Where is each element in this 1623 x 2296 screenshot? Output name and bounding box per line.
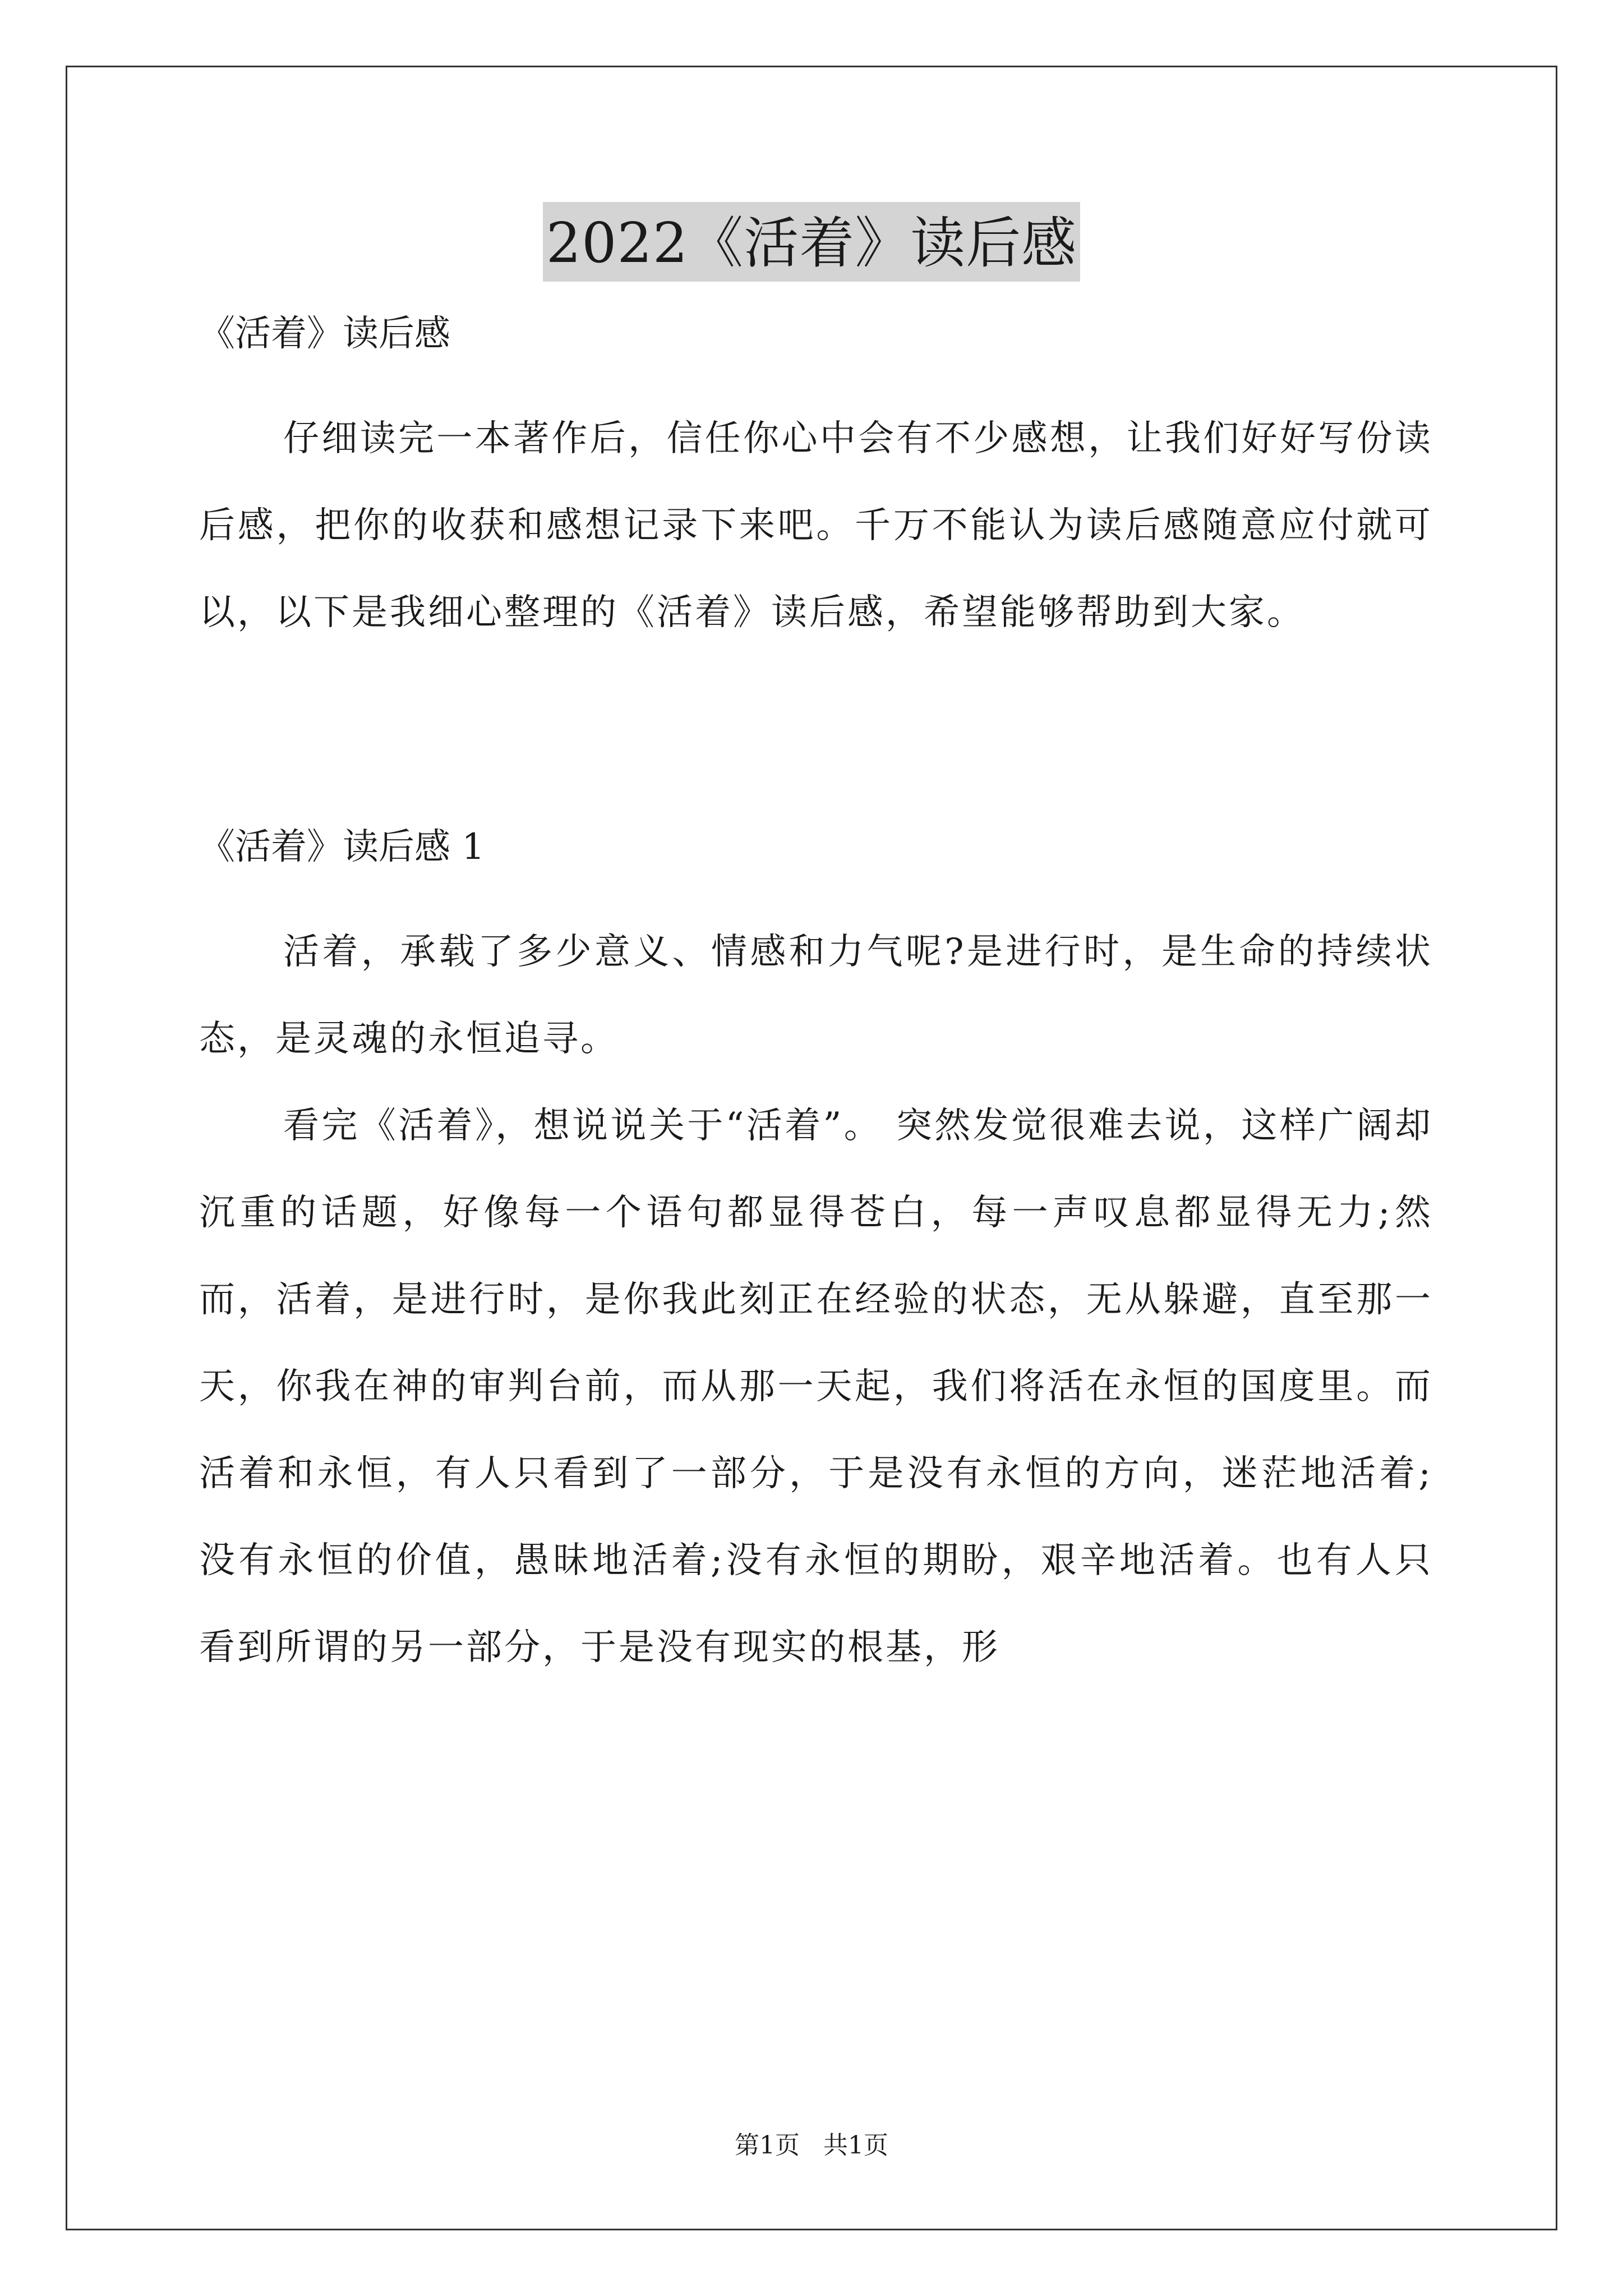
intro-paragraph: 仔细读完一本著作后，信任你心中会有不少感想，让我们好好写份读后感，把你的收获和感想记录下来吧。千万不能认为读后感随意应付就可以，以下是我细心整理的《活着》读后感，希望能够帮助到大家。: [199, 418, 1433, 633]
document-title: 2022《活着》读后感: [543, 202, 1080, 282]
document-body: [199, 311, 1433, 1691]
section1-heading: 《活着》读后感 1: [199, 826, 485, 868]
intro-heading: 《活着》读后感: [199, 313, 450, 355]
section1-paragraph-2: 看完《活着》，想说说关于“活着”。 突然发觉很难去说，这样广阔却沉重的话题，好像每一个语句都显得苍白，每一声叹息都显得无力;然而，活着，是进行时，是你我此刻正在经验的状态，无从躲避，直至那一天，你我在神的审判台前，而从那一天起，我们将活在永恒的国度里。而活着和永恒，有人只看到了一部分，于是没有永恒的方向，迷茫地活着;没有永恒的价值，愚昧地活着;没有永恒的期盼，艰辛地活着。也有人只看到所谓的另一部分，于是没有现实的根基，形: [199, 1105, 1433, 1668]
document-title-container: [0, 202, 1623, 282]
page-footer: 第1页 共1页: [735, 2131, 888, 2160]
section1-paragraph-1: 活着，承载了多少意义、情感和力气呢?是进行时，是生命的持续状态，是灵魂的永恒追寻。: [199, 931, 1433, 1060]
